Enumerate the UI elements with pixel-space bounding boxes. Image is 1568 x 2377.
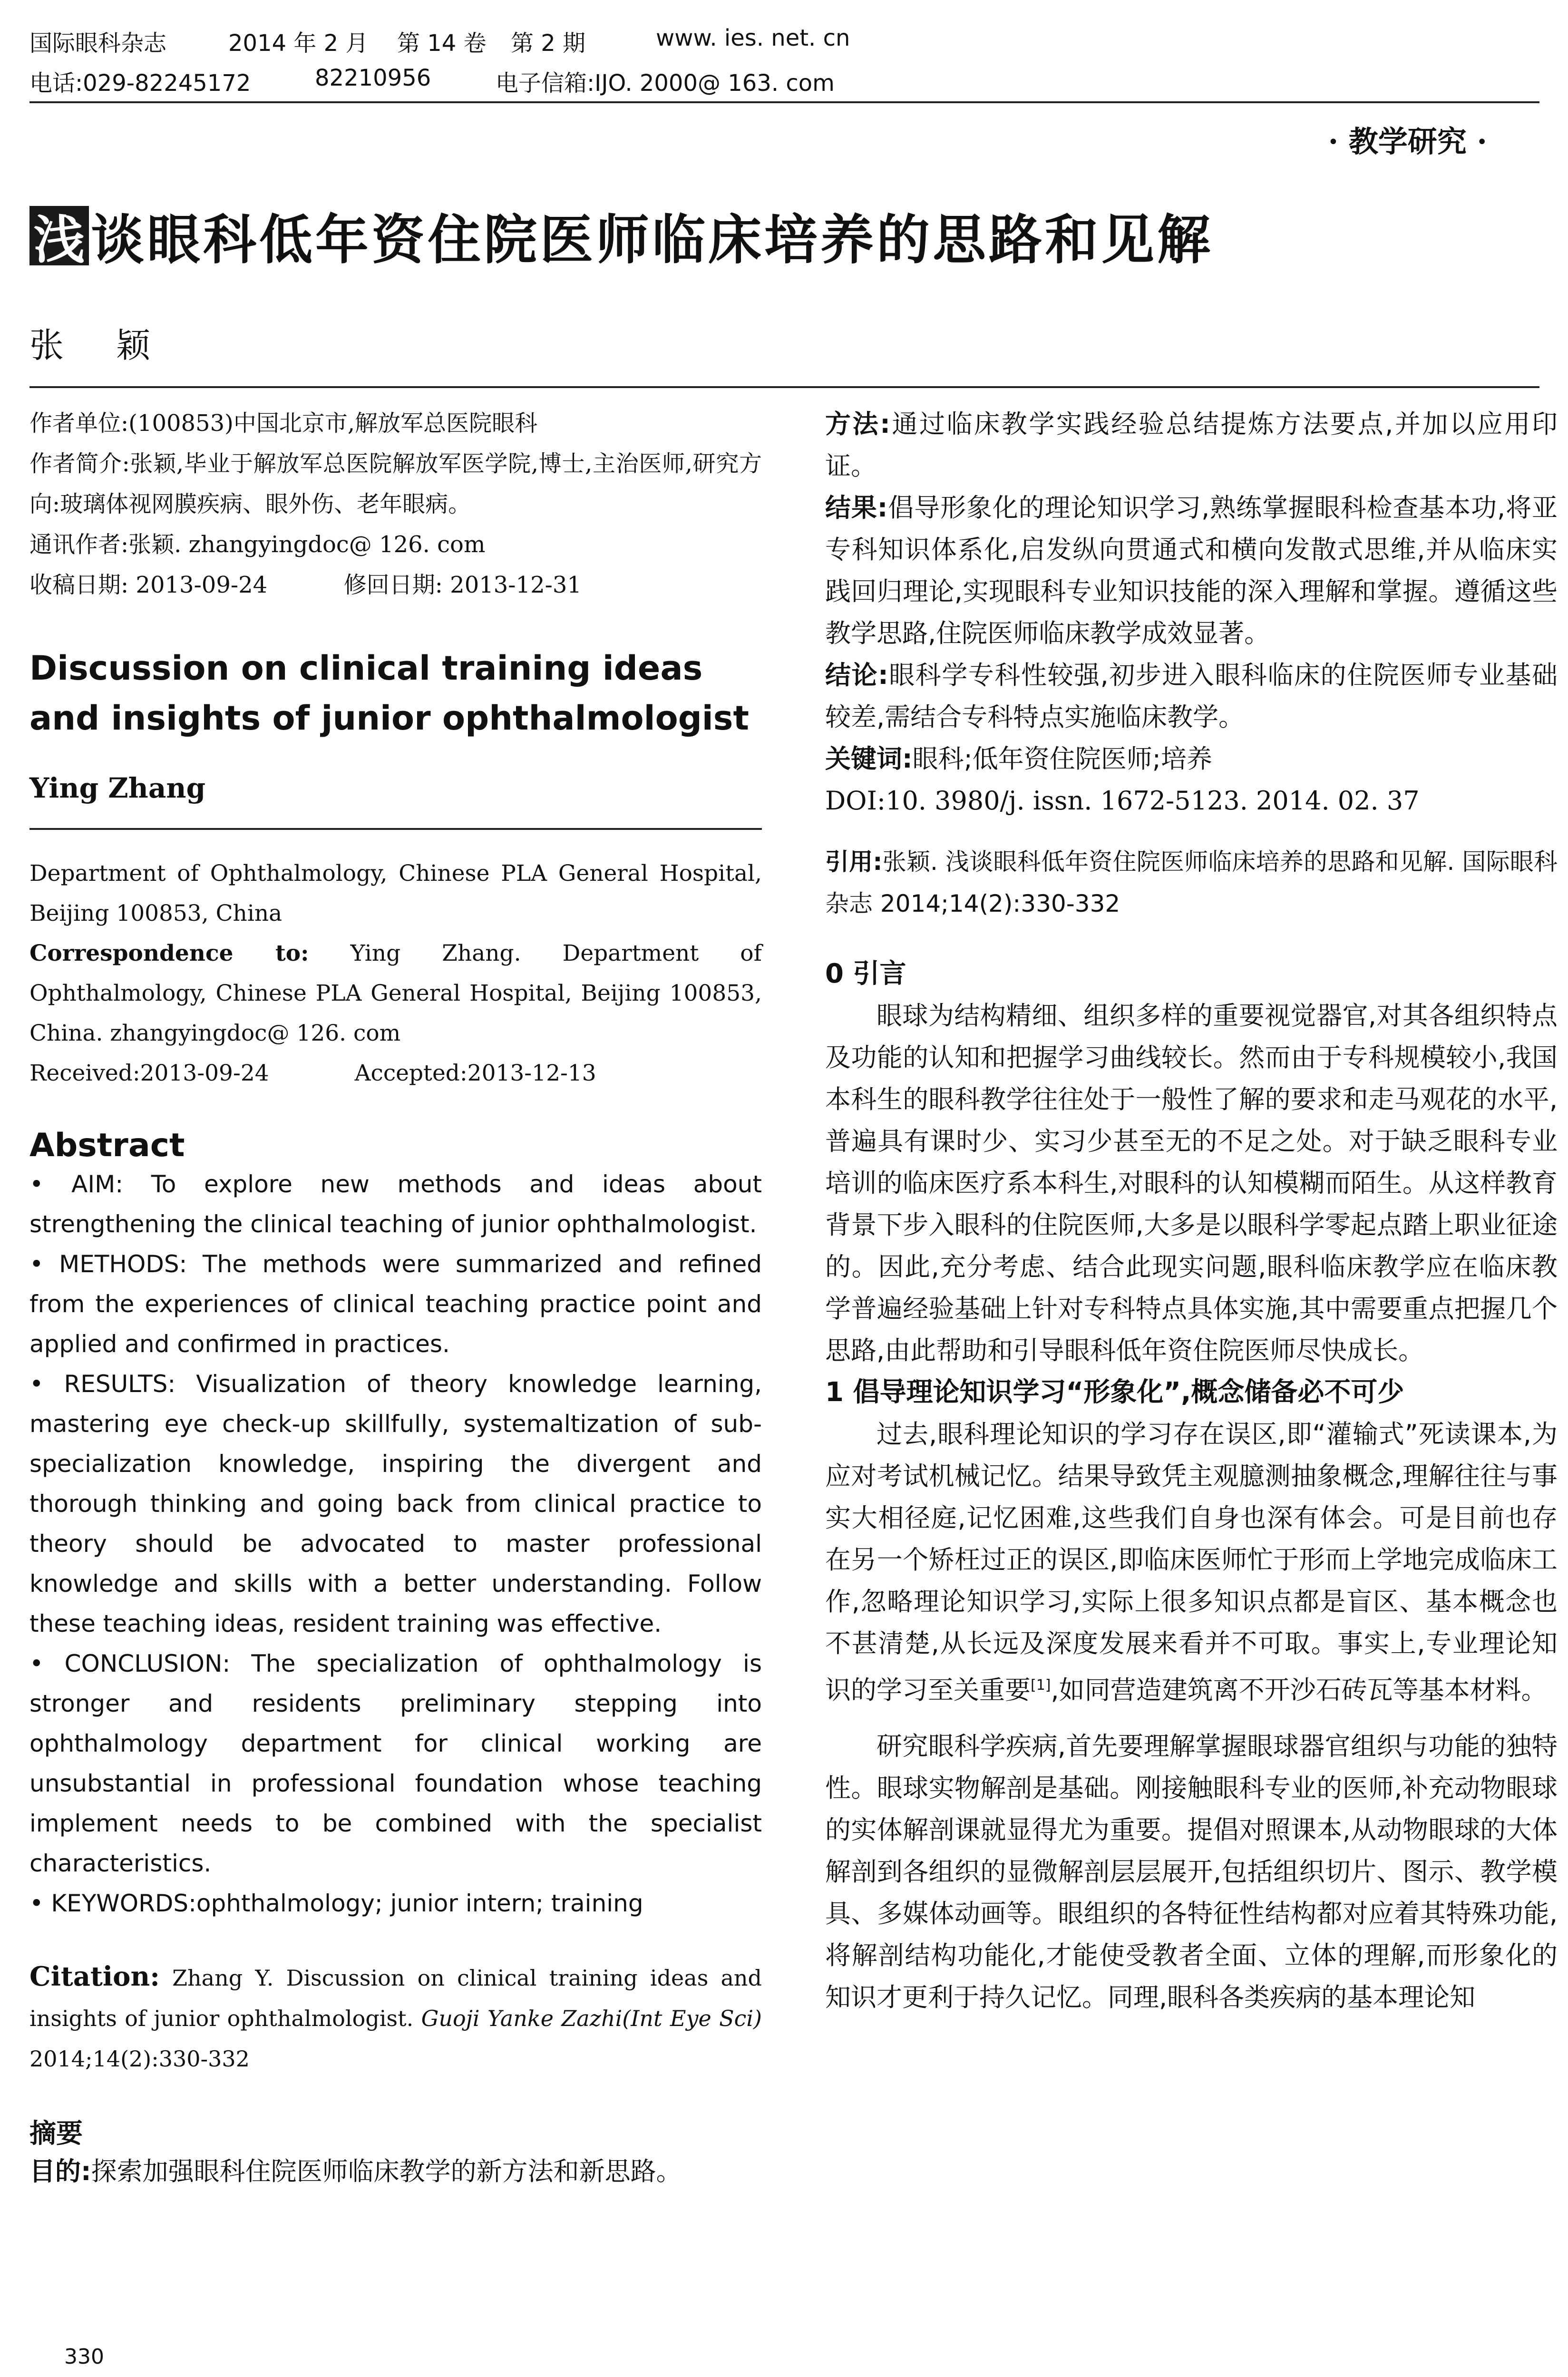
correspondence-label: Correspondence to: (29, 940, 309, 966)
section-0-paragraph: 眼球为结构精细、组织多样的重要视觉器官,对其各组织特点及功能的认知和把握学习曲线较长。然而由于专科规模较小,我国本科生的眼科教学往往处于一般性了解的要求和走马观花的水平,普遍具有课时少、实习少甚至无的不足之处。对于缺乏眼科专业培训的临床医疗系本科生,对眼科的认知模糊而陌生。从这样教育背景下步入眼科的住院医师,大多是以眼科学零起点踏上职业征途的。因此,充分考虑、结合此现实问题,眼科临床教学应在临床教学普遍经验基础上针对专科特点具体实施,其中需要重点把握几个思路,由此帮助和引导眼科低年资住院医师尽快成长。 (825, 1001, 1558, 1365)
section-tag: · 教学研究 · (1328, 124, 1487, 159)
journal-name: 国际眼科杂志 (29, 30, 167, 57)
right-column (825, 403, 1558, 2018)
abstract-aim: • AIM: To explore new methods and ideas about strengthening the clinical teaching of junior ophthalmologist. (29, 1170, 762, 1238)
cn-results-label: 结果: (825, 493, 888, 523)
abstract-keywords: • KEYWORDS:ophthalmology; junior intern; training (29, 1890, 643, 1917)
journal-phone-2: 82210956 (315, 65, 431, 91)
cn-methods-text: 通过临床教学实践经验总结提炼方法要点,并加以应用印证。 (825, 409, 1558, 481)
english-title: Discussion on clinical training ideas and insights of junior ophthalmologist (29, 649, 749, 738)
cn-keywords-label: 关键词: (825, 744, 913, 774)
issue: 第 2 期 (511, 30, 586, 57)
dates-cn (29, 565, 762, 605)
abstract-results: • RESULTS: Visualization of theory knowledge learning, mastering eye check-up skillfully, systemaltization of sub-specialization knowledge, inspiring the divergent and thorough thinking and going back from clinical practice to theory should be advocated to master professional knowledge and skills with a better understanding. Follow these teaching ideas, resident training was effective. (29, 1370, 762, 1637)
author-meta (29, 403, 762, 605)
affiliation: Department of Ophthalmology, Chinese PLA General Hospital, Beijing 100853, China (29, 860, 762, 926)
section-1-paragraph-2: 研究眼科学疾病,首先要理解掌握眼球器官组织与功能的独特性。眼球实物解剖是基础。刚接触眼科专业的医师,补充动物眼球的实体解剖课就显得尤为重要。提倡对照课本,从动物眼球的大体解剖到各组织的显微解剖层层展开,包括组织切片、图示、教学模具、多媒体动画等。眼组织的各特征性结构都对应着其特殊功能,将解剖结构功能化,才能使受教者全面、立体的理解,而形象化的知识才更利于持久记忆。同理,眼科各类疾病的基本理论知 (825, 1731, 1558, 2012)
author-name-cn: 张颖 (29, 325, 203, 365)
revised-date-cn: 修回日期: 2013-12-31 (343, 572, 582, 598)
section-0-heading: 0 引言 (825, 958, 906, 989)
cn-citation-text: 张颖. 浅谈眼科低年资住院医师临床培养的思路和见解. 国际眼科杂志 2014;14(2):330-332 (825, 848, 1558, 917)
header-rule (29, 101, 1539, 103)
author-unit: 作者单位:(100853)中国北京市,解放军总医院眼科 (29, 410, 538, 437)
abstract-methods: • METHODS: The methods were summarized and refined from the experiences of clinical teaching practice point and applied and confirmed in practices. (29, 1250, 762, 1358)
cn-aim-text: 探索加强眼科住院医师临床教学的新方法和新思路。 (91, 2156, 682, 2186)
cn-conclusion-text: 眼科学专科性较强,初步进入眼科临床的住院医师专业基础较差,需结合专科特点实施临床教学。 (825, 660, 1558, 732)
journal-website[interactable]: www. ies. net. cn (656, 25, 850, 51)
page-number: 330 (64, 2345, 104, 2369)
citation-text-1: Zhang Y. Discussion on clinical training ideas and insights of junior ophthalmologist. (29, 1965, 762, 2031)
cn-abstract-heading: 摘要 (29, 2118, 83, 2149)
left-column (29, 403, 762, 2192)
citation-text-2: 2014;14(2):330-332 (29, 2046, 250, 2072)
journal-email[interactable]: 电子信箱:IJO. 2000@ 163. com (496, 70, 835, 97)
cn-aim-label: 目的: (29, 2156, 91, 2186)
author-correspondence: 通讯作者:张颖. zhangyingdoc@ 126. com (29, 531, 486, 558)
section-1-paragraph-1a: 过去,眼科理论知识的学习存在误区,即“灌输式”死读课本,为应对考试机械记忆。结果导致凭主观臆测抽象概念,理解往往与事实大相径庭,记忆困难,这些我们自身也深有体会。可是目前也存在另一个矫枉过正的误区,即临床医师忙于形而上学地完成临床工作,忽略理论知识学习,实际上很多知识点都是盲区、基本概念也不甚清楚,从长远及深度发展来看并不可取。事实上,专业理论知识的学习至关重要 (825, 1419, 1558, 1705)
article-title (29, 200, 1213, 271)
citation-en (29, 1957, 762, 2079)
title-rest: 谈眼科低年资住院医师临床培养的思路和见解 (91, 209, 1213, 271)
journal-phone: 电话:029-82245172 (29, 70, 251, 97)
volume: 第 14 卷 (397, 30, 487, 57)
issue-date: 2014 年 2 月 (228, 30, 369, 57)
cn-citation-label: 引用: (825, 848, 883, 876)
section-1-paragraph-1b: ,如同营造建筑离不开沙石砖瓦等基本材料。 (1051, 1675, 1547, 1705)
section-1-paragraph-1 (825, 1413, 1558, 1711)
section-1-heading: 1 倡导理论知识学习“形象化”,概念储备必不可少 (825, 1377, 1404, 1408)
abstract-heading: Abstract (29, 1127, 185, 1164)
cn-conclusion-label: 结论: (825, 660, 888, 690)
dates-en (29, 1053, 762, 1093)
received-date-en: Received:2013-09-24 (29, 1060, 269, 1086)
correspondence-text: Ying Zhang. Department of Ophthalmology, Chinese PLA General Hospital, Beijing 100853, China. zhangyingdoc@ 126. com (29, 940, 762, 1046)
reference-1[interactable]: [1] (1031, 1677, 1051, 1694)
title-first-char: 浅 (29, 206, 89, 265)
author-bio: 作者简介:张颖,毕业于解放军总医院解放军医学院,博士,主治医师,研究方向:玻璃体视网膜疾病、眼外伤、老年眼病。 (29, 450, 762, 517)
cn-keywords-text: 眼科;低年资住院医师;培养 (912, 744, 1212, 774)
doi[interactable]: DOI:10. 3980/j. issn. 1672-5123. 2014. 02. 37 (825, 786, 1420, 816)
citation-label-en: Citation: (29, 1961, 160, 1992)
accepted-date-en: Accepted:2013-12-13 (354, 1060, 596, 1086)
english-author: Ying Zhang (29, 772, 206, 804)
correspondence-en (29, 934, 762, 1053)
affiliation-block (29, 854, 762, 1093)
cn-results-text: 倡导形象化的理论知识学习,熟练掌握眼科检查基本功,将亚专科知识体系化,启发纵向贯通式和横向发散式思维,并从临床实践回归理论,实现眼科专业知识技能的深入理解和掌握。遵循这些教学思路,住院医师临床教学成效显著。 (825, 493, 1558, 648)
abstract-conclusion: • CONCLUSION: The specialization of ophthalmology is stronger and residents preliminary stepping into ophthalmology department for clinical working are unsubstantial in professional foundation whose teaching implement needs to be combined with the specialist characteristics. (29, 1650, 762, 1877)
cn-methods-label: 方法: (825, 409, 890, 439)
received-date-cn: 收稿日期: 2013-09-24 (29, 572, 268, 598)
cn-abstract-aim (29, 2151, 762, 2192)
cn-abstract-continued (825, 403, 1558, 2018)
abstract-en (29, 1164, 762, 1923)
citation-journal: Guoji Yanke Zazhi(Int Eye Sci) (421, 2006, 762, 2031)
title-rule (29, 386, 1539, 388)
